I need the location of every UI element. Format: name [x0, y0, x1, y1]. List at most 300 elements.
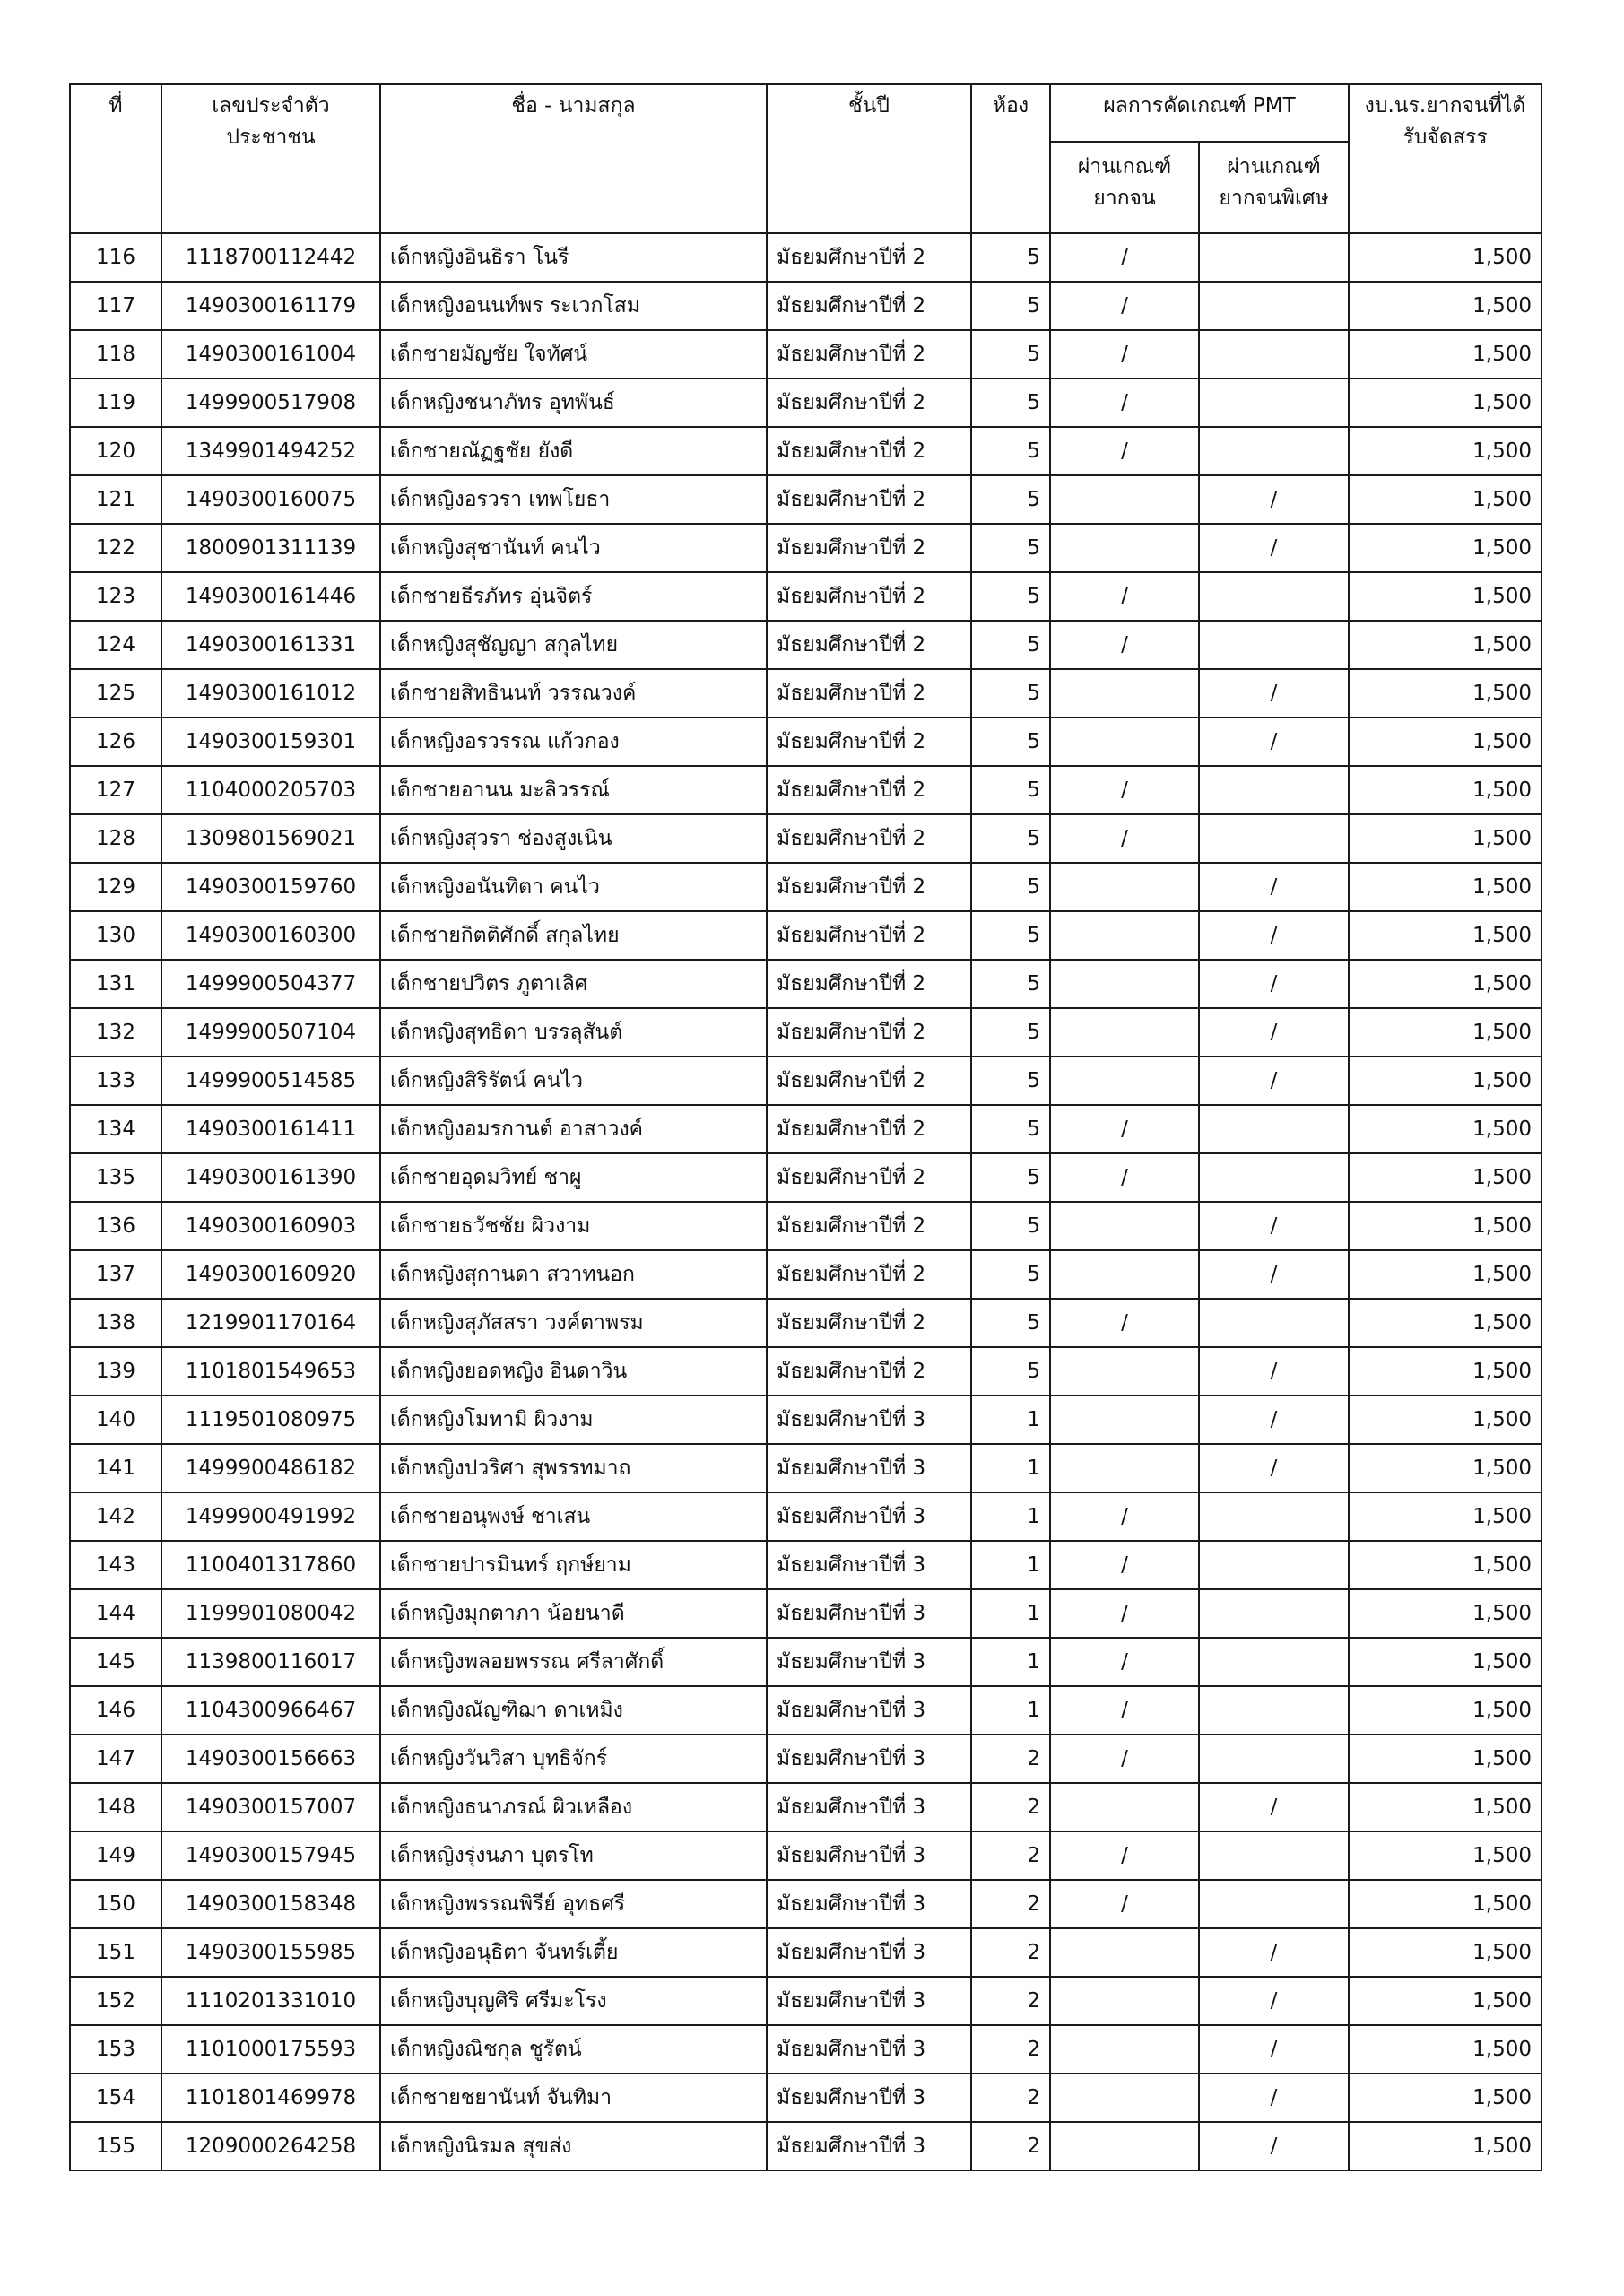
cell-no: 127	[70, 766, 161, 814]
cell-pass-extreme: /	[1199, 863, 1349, 911]
cell-citizen-id: 1490300161390	[161, 1153, 380, 1202]
cell-citizen-id: 1490300160920	[161, 1250, 380, 1299]
table-row	[70, 427, 1541, 475]
cell-grade: มัธยมศึกษาปีที่ 3	[767, 2074, 971, 2122]
cell-pass-poor: /	[1050, 621, 1199, 669]
cell-name: เด็กหญิงณิชกุล ชูรัตน์	[380, 2025, 767, 2074]
table-row	[70, 1831, 1541, 1880]
cell-amount: 1,500	[1349, 718, 1541, 766]
table-row	[70, 1977, 1541, 2025]
cell-pass-extreme	[1199, 1735, 1349, 1783]
cell-citizen-id: 1499900491992	[161, 1492, 380, 1541]
cell-room: 5	[971, 766, 1050, 814]
cell-citizen-id: 1490300160300	[161, 911, 380, 960]
table-row	[70, 1541, 1541, 1589]
cell-grade: มัธยมศึกษาปีที่ 3	[767, 1638, 971, 1686]
cell-room: 2	[971, 1735, 1050, 1783]
cell-citizen-id: 1490300161004	[161, 330, 380, 378]
cell-room: 5	[971, 1202, 1050, 1250]
cell-name: เด็กชายธวัชชัย ผิวงาม	[380, 1202, 767, 1250]
cell-amount: 1,500	[1349, 669, 1541, 718]
cell-pass-poor	[1050, 1202, 1199, 1250]
cell-amount: 1,500	[1349, 1444, 1541, 1492]
cell-citizen-id: 1490300159301	[161, 718, 380, 766]
cell-no: 121	[70, 475, 161, 524]
cell-grade: มัธยมศึกษาปีที่ 2	[767, 814, 971, 863]
cell-citizen-id: 1199901080042	[161, 1589, 380, 1638]
cell-pass-poor	[1050, 1347, 1199, 1396]
table-row	[70, 1880, 1541, 1928]
cell-room: 2	[971, 1831, 1050, 1880]
cell-name: เด็กหญิงสุชานันท์ คนไว	[380, 524, 767, 572]
cell-pass-extreme: /	[1199, 960, 1349, 1008]
cell-no: 129	[70, 863, 161, 911]
cell-no: 154	[70, 2074, 161, 2122]
cell-room: 5	[971, 1105, 1050, 1153]
cell-no: 135	[70, 1153, 161, 1202]
table-row	[70, 1008, 1541, 1057]
cell-name: เด็กหญิงสิริรัตน์ คนไว	[380, 1057, 767, 1105]
cell-grade: มัธยมศึกษาปีที่ 2	[767, 233, 971, 282]
cell-no: 122	[70, 524, 161, 572]
cell-amount: 1,500	[1349, 911, 1541, 960]
table-row	[70, 1444, 1541, 1492]
cell-pass-extreme	[1199, 1105, 1349, 1153]
cell-pass-extreme: /	[1199, 524, 1349, 572]
cell-pass-extreme	[1199, 1686, 1349, 1735]
table-row	[70, 1202, 1541, 1250]
table-row	[70, 378, 1541, 427]
cell-room: 1	[971, 1396, 1050, 1444]
cell-room: 2	[971, 1928, 1050, 1977]
cell-name: เด็กหญิงสุชัญญา สกุลไทย	[380, 621, 767, 669]
table-row	[70, 1105, 1541, 1153]
cell-no: 150	[70, 1880, 161, 1928]
cell-amount: 1,500	[1349, 1541, 1541, 1589]
cell-amount: 1,500	[1349, 378, 1541, 427]
cell-room: 5	[971, 1299, 1050, 1347]
cell-name: เด็กชายมัญชัย ใจทัศน์	[380, 330, 767, 378]
cell-room: 5	[971, 572, 1050, 621]
cell-no: 124	[70, 621, 161, 669]
cell-pass-extreme	[1199, 1299, 1349, 1347]
cell-grade: มัธยมศึกษาปีที่ 3	[767, 2122, 971, 2170]
cell-pass-extreme: /	[1199, 1444, 1349, 1492]
table-row	[70, 2122, 1541, 2170]
header-budget: งบ.นร.ยากจนที่ได้ รับจัดสรร	[1349, 84, 1541, 233]
cell-pass-poor: /	[1050, 378, 1199, 427]
cell-amount: 1,500	[1349, 1250, 1541, 1299]
table-row	[70, 475, 1541, 524]
cell-grade: มัธยมศึกษาปีที่ 2	[767, 1250, 971, 1299]
cell-citizen-id: 1118700112442	[161, 233, 380, 282]
table-header	[70, 84, 1541, 233]
table-row	[70, 1057, 1541, 1105]
table-row	[70, 1250, 1541, 1299]
cell-pass-extreme	[1199, 572, 1349, 621]
cell-name: เด็กชายอานน มะลิวรรณ์	[380, 766, 767, 814]
cell-grade: มัธยมศึกษาปีที่ 2	[767, 1202, 971, 1250]
cell-no: 133	[70, 1057, 161, 1105]
cell-pass-extreme	[1199, 621, 1349, 669]
cell-pass-poor: /	[1050, 1735, 1199, 1783]
table-row	[70, 1492, 1541, 1541]
header-pass-extreme: ผ่านเกณฑ์ ยากจนพิเศษ	[1199, 142, 1349, 233]
cell-pass-poor: /	[1050, 766, 1199, 814]
cell-pass-poor: /	[1050, 282, 1199, 330]
cell-pass-extreme	[1199, 378, 1349, 427]
cell-no: 128	[70, 814, 161, 863]
cell-pass-poor	[1050, 1977, 1199, 2025]
cell-room: 5	[971, 1347, 1050, 1396]
cell-name: เด็กหญิงปวริศา สุพรรทมาถ	[380, 1444, 767, 1492]
cell-pass-poor	[1050, 863, 1199, 911]
cell-room: 5	[971, 475, 1050, 524]
cell-amount: 1,500	[1349, 1299, 1541, 1347]
cell-no: 116	[70, 233, 161, 282]
cell-room: 2	[971, 2074, 1050, 2122]
cell-no: 155	[70, 2122, 161, 2170]
cell-citizen-id: 1490300158348	[161, 1880, 380, 1928]
cell-pass-poor: /	[1050, 330, 1199, 378]
cell-name: เด็กหญิงสุวรา ช่องสูงเนิน	[380, 814, 767, 863]
cell-grade: มัธยมศึกษาปีที่ 2	[767, 669, 971, 718]
cell-room: 2	[971, 2025, 1050, 2074]
cell-citizen-id: 1110201331010	[161, 1977, 380, 2025]
cell-pass-poor	[1050, 1928, 1199, 1977]
cell-name: เด็กชายสิทธินนท์ วรรณวงค์	[380, 669, 767, 718]
cell-citizen-id: 1101801469978	[161, 2074, 380, 2122]
cell-amount: 1,500	[1349, 1928, 1541, 1977]
cell-room: 5	[971, 282, 1050, 330]
cell-amount: 1,500	[1349, 1396, 1541, 1444]
cell-pass-poor	[1050, 2122, 1199, 2170]
cell-pass-poor: /	[1050, 1492, 1199, 1541]
cell-name: เด็กหญิงโมทามิ ผิวงาม	[380, 1396, 767, 1444]
cell-citizen-id: 1101000175593	[161, 2025, 380, 2074]
cell-pass-poor: /	[1050, 1299, 1199, 1347]
cell-grade: มัธยมศึกษาปีที่ 2	[767, 378, 971, 427]
table-body	[70, 233, 1541, 2170]
cell-citizen-id: 1490300161331	[161, 621, 380, 669]
cell-no: 134	[70, 1105, 161, 1153]
cell-pass-extreme: /	[1199, 669, 1349, 718]
cell-amount: 1,500	[1349, 427, 1541, 475]
cell-room: 2	[971, 2122, 1050, 2170]
cell-citizen-id: 1309801569021	[161, 814, 380, 863]
cell-citizen-id: 1209000264258	[161, 2122, 380, 2170]
cell-pass-extreme: /	[1199, 475, 1349, 524]
cell-name: เด็กหญิงอรวรรณ แก้วกอง	[380, 718, 767, 766]
cell-grade: มัธยมศึกษาปีที่ 3	[767, 1735, 971, 1783]
cell-name: เด็กชายกิตติศักดิ์ สกุลไทย	[380, 911, 767, 960]
cell-name: เด็กหญิงมุกตาภา น้อยนาดี	[380, 1589, 767, 1638]
cell-amount: 1,500	[1349, 863, 1541, 911]
cell-name: เด็กหญิงอนุธิตา จันทร์เตี้ย	[380, 1928, 767, 1977]
cell-grade: มัธยมศึกษาปีที่ 2	[767, 718, 971, 766]
cell-pass-extreme: /	[1199, 2122, 1349, 2170]
cell-citizen-id: 1499900514585	[161, 1057, 380, 1105]
table-row	[70, 1153, 1541, 1202]
cell-amount: 1,500	[1349, 1202, 1541, 1250]
cell-grade: มัธยมศึกษาปีที่ 2	[767, 1347, 971, 1396]
cell-pass-poor	[1050, 718, 1199, 766]
table-row	[70, 1347, 1541, 1396]
cell-no: 149	[70, 1831, 161, 1880]
cell-amount: 1,500	[1349, 1153, 1541, 1202]
cell-name: เด็กหญิงอินธิรา โนรี	[380, 233, 767, 282]
cell-citizen-id: 1100401317860	[161, 1541, 380, 1589]
header-name: ชื่อ - นามสกุล	[380, 84, 767, 233]
cell-pass-poor	[1050, 475, 1199, 524]
cell-name: เด็กชายธีรภัทร อุ่นจิตร์	[380, 572, 767, 621]
cell-room: 5	[971, 524, 1050, 572]
cell-amount: 1,500	[1349, 475, 1541, 524]
cell-room: 5	[971, 1153, 1050, 1202]
cell-grade: มัธยมศึกษาปีที่ 2	[767, 1057, 971, 1105]
cell-room: 1	[971, 1686, 1050, 1735]
cell-citizen-id: 1104000205703	[161, 766, 380, 814]
cell-pass-extreme: /	[1199, 911, 1349, 960]
table-row	[70, 572, 1541, 621]
cell-citizen-id: 1349901494252	[161, 427, 380, 475]
cell-amount: 1,500	[1349, 2122, 1541, 2170]
cell-no: 120	[70, 427, 161, 475]
cell-grade: มัธยมศึกษาปีที่ 2	[767, 282, 971, 330]
cell-room: 5	[971, 427, 1050, 475]
cell-pass-poor: /	[1050, 1153, 1199, 1202]
student-allocation-table	[69, 83, 1542, 2171]
cell-grade: มัธยมศึกษาปีที่ 3	[767, 1783, 971, 1831]
cell-no: 131	[70, 960, 161, 1008]
header-no: ที่	[70, 84, 161, 233]
cell-no: 126	[70, 718, 161, 766]
cell-name: เด็กชายชยานันท์ จันทิมา	[380, 2074, 767, 2122]
cell-pass-poor	[1050, 2025, 1199, 2074]
cell-room: 5	[971, 814, 1050, 863]
cell-amount: 1,500	[1349, 1105, 1541, 1153]
header-citizen-id: เลขประจำตัว ประชาชน	[161, 84, 380, 233]
cell-name: เด็กหญิงพรรณพิรีย์ อุทธศรี	[380, 1880, 767, 1928]
cell-grade: มัธยมศึกษาปีที่ 2	[767, 475, 971, 524]
cell-room: 5	[971, 378, 1050, 427]
cell-no: 146	[70, 1686, 161, 1735]
cell-citizen-id: 1490300155985	[161, 1928, 380, 1977]
cell-amount: 1,500	[1349, 1638, 1541, 1686]
cell-room: 5	[971, 330, 1050, 378]
cell-pass-extreme: /	[1199, 1057, 1349, 1105]
cell-amount: 1,500	[1349, 766, 1541, 814]
cell-grade: มัธยมศึกษาปีที่ 3	[767, 1541, 971, 1589]
cell-name: เด็กชายปวิตร ภูตาเลิศ	[380, 960, 767, 1008]
cell-name: เด็กหญิงชนาภัทร อุทพันธ์	[380, 378, 767, 427]
cell-name: เด็กชายอุดมวิทย์ ชาผู	[380, 1153, 767, 1202]
cell-amount: 1,500	[1349, 1347, 1541, 1396]
cell-grade: มัธยมศึกษาปีที่ 2	[767, 863, 971, 911]
cell-grade: มัธยมศึกษาปีที่ 2	[767, 427, 971, 475]
cell-pass-poor	[1050, 1057, 1199, 1105]
cell-pass-poor	[1050, 960, 1199, 1008]
cell-pass-poor: /	[1050, 427, 1199, 475]
cell-pass-extreme: /	[1199, 1396, 1349, 1444]
cell-no: 132	[70, 1008, 161, 1057]
cell-pass-poor: /	[1050, 814, 1199, 863]
cell-pass-extreme	[1199, 427, 1349, 475]
cell-amount: 1,500	[1349, 2025, 1541, 2074]
cell-no: 143	[70, 1541, 161, 1589]
cell-name: เด็กหญิงสุภัสสรา วงค์ตาพรม	[380, 1299, 767, 1347]
cell-room: 1	[971, 1444, 1050, 1492]
cell-room: 1	[971, 1589, 1050, 1638]
cell-grade: มัธยมศึกษาปีที่ 3	[767, 1977, 971, 2025]
cell-pass-extreme: /	[1199, 1250, 1349, 1299]
cell-amount: 1,500	[1349, 1057, 1541, 1105]
cell-no: 142	[70, 1492, 161, 1541]
cell-room: 5	[971, 233, 1050, 282]
cell-pass-poor: /	[1050, 233, 1199, 282]
table-row	[70, 960, 1541, 1008]
cell-grade: มัธยมศึกษาปีที่ 2	[767, 572, 971, 621]
table-row	[70, 1299, 1541, 1347]
cell-name: เด็กหญิงสุกานดา สวาทนอก	[380, 1250, 767, 1299]
cell-amount: 1,500	[1349, 1783, 1541, 1831]
cell-grade: มัธยมศึกษาปีที่ 2	[767, 1105, 971, 1153]
cell-citizen-id: 1139800116017	[161, 1638, 380, 1686]
cell-pass-extreme: /	[1199, 1977, 1349, 2025]
cell-name: เด็กหญิงนิรมล สุขส่ง	[380, 2122, 767, 2170]
cell-amount: 1,500	[1349, 572, 1541, 621]
cell-grade: มัธยมศึกษาปีที่ 2	[767, 911, 971, 960]
cell-pass-extreme	[1199, 330, 1349, 378]
cell-amount: 1,500	[1349, 621, 1541, 669]
cell-room: 5	[971, 1250, 1050, 1299]
cell-pass-extreme: /	[1199, 2074, 1349, 2122]
cell-citizen-id: 1490300156663	[161, 1735, 380, 1783]
cell-room: 5	[971, 669, 1050, 718]
cell-amount: 1,500	[1349, 1686, 1541, 1735]
cell-amount: 1,500	[1349, 1589, 1541, 1638]
cell-pass-poor	[1050, 669, 1199, 718]
cell-pass-extreme	[1199, 1153, 1349, 1202]
cell-citizen-id: 1490300160075	[161, 475, 380, 524]
cell-no: 123	[70, 572, 161, 621]
cell-citizen-id: 1499900504377	[161, 960, 380, 1008]
cell-name: เด็กหญิงอนันทิตา คนไว	[380, 863, 767, 911]
cell-no: 136	[70, 1202, 161, 1250]
cell-pass-extreme	[1199, 766, 1349, 814]
cell-pass-extreme: /	[1199, 2025, 1349, 2074]
cell-citizen-id: 1101801549653	[161, 1347, 380, 1396]
cell-amount: 1,500	[1349, 330, 1541, 378]
cell-citizen-id: 1490300157945	[161, 1831, 380, 1880]
cell-pass-extreme	[1199, 1880, 1349, 1928]
header-pass-poor: ผ่านเกณฑ์ ยากจน	[1050, 142, 1199, 233]
cell-citizen-id: 1490300161411	[161, 1105, 380, 1153]
cell-amount: 1,500	[1349, 233, 1541, 282]
cell-name: เด็กหญิงยอดหญิง อินดาวิน	[380, 1347, 767, 1396]
cell-room: 5	[971, 863, 1050, 911]
table-row	[70, 524, 1541, 572]
cell-citizen-id: 1119501080975	[161, 1396, 380, 1444]
cell-pass-extreme	[1199, 1492, 1349, 1541]
cell-grade: มัธยมศึกษาปีที่ 2	[767, 1299, 971, 1347]
cell-room: 5	[971, 718, 1050, 766]
cell-room: 5	[971, 911, 1050, 960]
cell-name: เด็กชายอนุพงษ์ ชาเสน	[380, 1492, 767, 1541]
cell-pass-poor: /	[1050, 1541, 1199, 1589]
cell-room: 1	[971, 1638, 1050, 1686]
cell-pass-poor	[1050, 911, 1199, 960]
cell-pass-poor: /	[1050, 1831, 1199, 1880]
table-row	[70, 766, 1541, 814]
cell-grade: มัธยมศึกษาปีที่ 3	[767, 1831, 971, 1880]
cell-no: 148	[70, 1783, 161, 1831]
cell-room: 2	[971, 1783, 1050, 1831]
cell-grade: มัธยมศึกษาปีที่ 2	[767, 960, 971, 1008]
cell-no: 139	[70, 1347, 161, 1396]
cell-citizen-id: 1499900486182	[161, 1444, 380, 1492]
cell-name: เด็กหญิงบุญศิริ ศรีมะโรง	[380, 1977, 767, 2025]
cell-grade: มัธยมศึกษาปีที่ 2	[767, 1153, 971, 1202]
cell-grade: มัธยมศึกษาปีที่ 2	[767, 621, 971, 669]
table-row	[70, 282, 1541, 330]
cell-no: 153	[70, 2025, 161, 2074]
cell-room: 5	[971, 1057, 1050, 1105]
cell-name: เด็กหญิงอรวรา เทพโยธา	[380, 475, 767, 524]
cell-pass-poor: /	[1050, 1686, 1199, 1735]
table-row	[70, 718, 1541, 766]
cell-citizen-id: 1490300159760	[161, 863, 380, 911]
cell-pass-poor	[1050, 1783, 1199, 1831]
cell-name: เด็กหญิงพลอยพรรณ ศรีลาศักดิ์	[380, 1638, 767, 1686]
cell-no: 140	[70, 1396, 161, 1444]
cell-grade: มัธยมศึกษาปีที่ 3	[767, 1686, 971, 1735]
table-row	[70, 863, 1541, 911]
table-row	[70, 330, 1541, 378]
cell-no: 141	[70, 1444, 161, 1492]
cell-pass-poor: /	[1050, 572, 1199, 621]
cell-no: 137	[70, 1250, 161, 1299]
cell-no: 125	[70, 669, 161, 718]
cell-citizen-id: 1490300157007	[161, 1783, 380, 1831]
cell-citizen-id: 1800901311139	[161, 524, 380, 572]
cell-pass-poor	[1050, 524, 1199, 572]
cell-pass-poor: /	[1050, 1880, 1199, 1928]
cell-pass-extreme	[1199, 1541, 1349, 1589]
cell-no: 130	[70, 911, 161, 960]
cell-room: 2	[971, 1880, 1050, 1928]
header-pmt: ผลการคัดเกณฑ์ PMT	[1050, 84, 1349, 142]
table-row	[70, 1638, 1541, 1686]
table-row	[70, 2074, 1541, 2122]
cell-grade: มัธยมศึกษาปีที่ 2	[767, 1008, 971, 1057]
cell-name: เด็กชายปารมินทร์ ฤกษ์ยาม	[380, 1541, 767, 1589]
cell-no: 144	[70, 1589, 161, 1638]
table-row	[70, 814, 1541, 863]
cell-pass-poor: /	[1050, 1105, 1199, 1153]
cell-pass-poor: /	[1050, 1589, 1199, 1638]
cell-name: เด็กหญิงสุทธิดา บรรลุสันต์	[380, 1008, 767, 1057]
cell-name: เด็กหญิงณัญฑิฌา ดาเหมิง	[380, 1686, 767, 1735]
cell-citizen-id: 1104300966467	[161, 1686, 380, 1735]
cell-grade: มัธยมศึกษาปีที่ 3	[767, 1492, 971, 1541]
cell-amount: 1,500	[1349, 1008, 1541, 1057]
cell-name: เด็กชายณัฏฐชัย ยังดี	[380, 427, 767, 475]
cell-amount: 1,500	[1349, 814, 1541, 863]
cell-grade: มัธยมศึกษาปีที่ 2	[767, 766, 971, 814]
cell-grade: มัธยมศึกษาปีที่ 2	[767, 524, 971, 572]
table-row	[70, 1735, 1541, 1783]
